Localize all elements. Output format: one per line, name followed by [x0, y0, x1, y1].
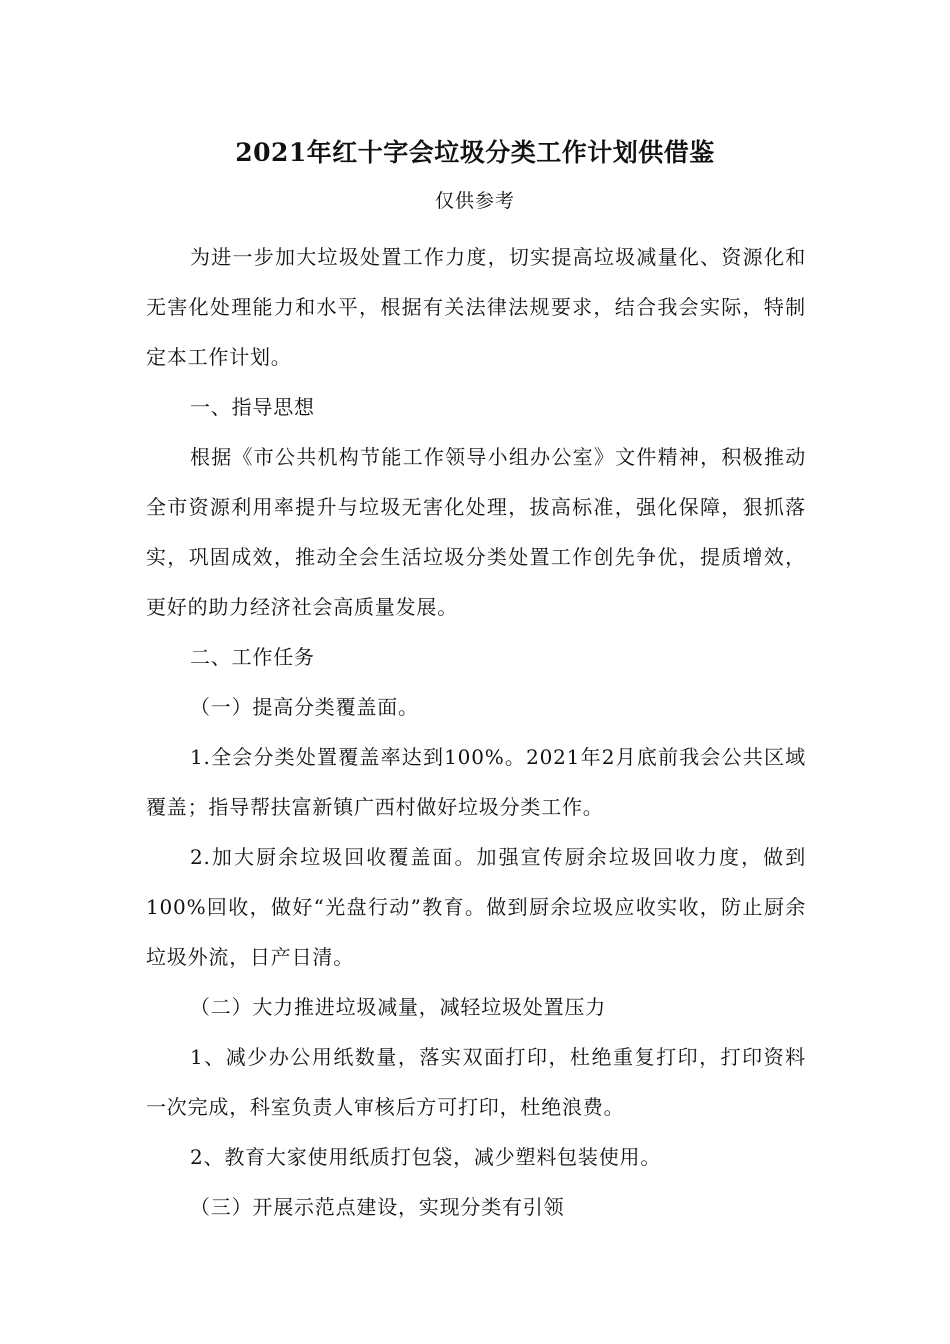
paragraph-intro: 为进一步加大垃圾处置工作力度，切实提高垃圾减量化、资源化和无害化处理能力和水平，根据有关法律法规要求，结合我会实际，特制定本工作计划。: [146, 245, 806, 369]
subheading-demonstration: （三）开展示范点建设，实现分类有引领: [190, 1195, 565, 1219]
paragraph-coverage-2: 2.加大厨余垃圾回收覆盖面。加强宣传厨余垃圾回收力度，做到100%回收，做好“光盘行动”教育。做到厨余垃圾应收实收，防止厨余垃圾外流，日产日清。: [146, 845, 806, 969]
paragraph-coverage-1: 1.全会分类处置覆盖率达到100%。2021年2月底前我会公共区域覆盖；指导帮扶富新镇广西村做好垃圾分类工作。: [146, 745, 806, 819]
heading-work-tasks: 二、工作任务: [190, 645, 315, 669]
paragraph-reduction-1: 1、减少办公用纸数量，落实双面打印，杜绝重复打印，打印资料一次完成，科室负责人审核后方可打印，杜绝浪费。: [146, 1045, 806, 1119]
paragraph-reduction-2: 2、教育大家使用纸质打包袋，减少塑料包装使用。: [190, 1145, 662, 1169]
subheading-reduction: （二）大力推进垃圾减量，减轻垃圾处置压力: [190, 995, 606, 1019]
document-body: [146, 232, 806, 1232]
paragraph-guiding-ideology: 根据《市公共机构节能工作领导小组办公室》文件精神，积极推动全市资源利用率提升与垃圾无害化处理，拔高标准，强化保障，狠抓落实，巩固成效，推动全会生活垃圾分类处置工作创先争优，提质增效，更好的助力经济社会高质量发展。: [146, 445, 806, 619]
subheading-coverage: （一）提高分类覆盖面。: [190, 695, 419, 719]
document-subtitle: 仅供参考: [434, 190, 515, 212]
heading-guiding-ideology: 一、指导思想: [190, 395, 315, 419]
document-title: 2021年红十字会垃圾分类工作计划供借鉴: [235, 138, 715, 167]
